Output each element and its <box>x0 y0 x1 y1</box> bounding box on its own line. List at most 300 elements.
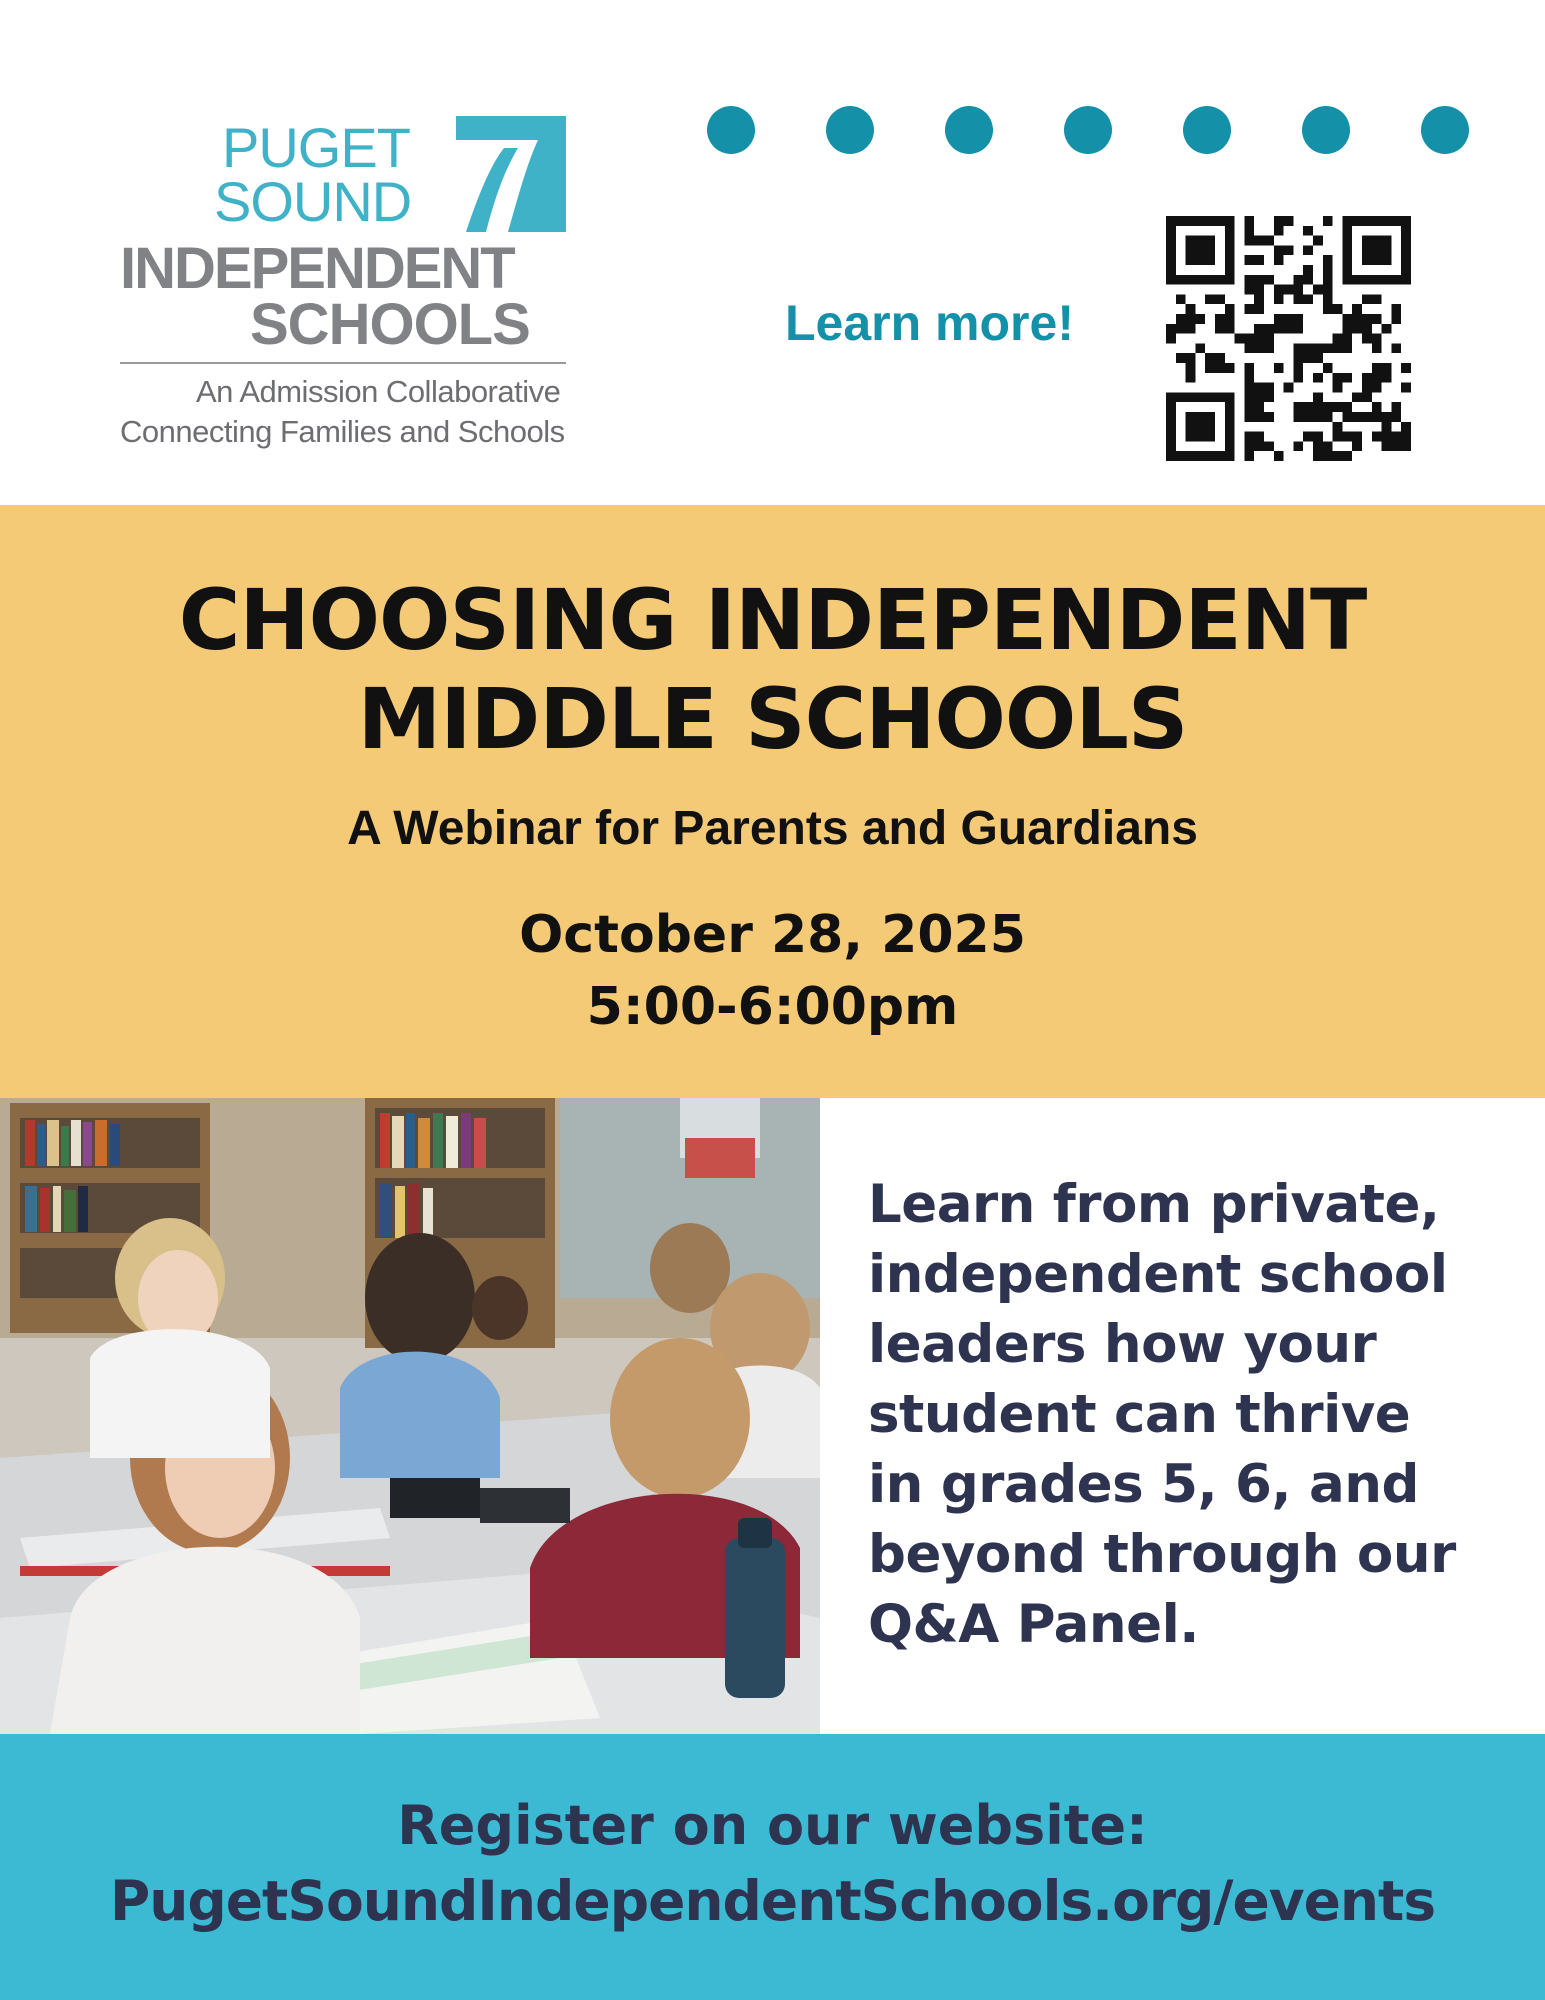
description-line: student can thrive <box>868 1384 1411 1445</box>
qr-module <box>1186 255 1196 265</box>
qr-module <box>1323 343 1333 353</box>
qr-module <box>1391 412 1401 422</box>
qr-module <box>1293 441 1303 451</box>
qr-module <box>1254 255 1264 265</box>
dot <box>707 106 755 154</box>
qr-module <box>1186 451 1196 461</box>
qr-module <box>1313 285 1323 295</box>
qr-module <box>1362 324 1372 334</box>
qr-module <box>1215 451 1225 461</box>
qr-module <box>1264 275 1274 285</box>
qr-module <box>1244 363 1254 373</box>
qr-module <box>1333 432 1343 442</box>
qr-module <box>1254 236 1264 246</box>
event-description <box>868 1170 1518 1660</box>
qr-module <box>1244 236 1254 246</box>
qr-module <box>1342 216 1352 226</box>
qr-module <box>1176 294 1186 304</box>
dot <box>1421 106 1469 154</box>
qr-module <box>1313 412 1323 422</box>
qr-module <box>1323 304 1333 314</box>
qr-module <box>1176 353 1186 363</box>
qr-module <box>1186 236 1196 246</box>
dot <box>826 106 874 154</box>
qr-module <box>1342 226 1352 236</box>
qr-module <box>1401 265 1411 275</box>
qr-module <box>1166 324 1176 334</box>
qr-module <box>1293 402 1303 412</box>
qr-module <box>1333 402 1343 412</box>
qr-module <box>1244 343 1254 353</box>
qr-module <box>1166 451 1176 461</box>
qr-module <box>1342 324 1352 334</box>
qr-module <box>1401 441 1411 451</box>
qr-module <box>1362 245 1372 255</box>
qr-module <box>1225 245 1235 255</box>
logo-line-independent: INDEPENDENT <box>120 236 514 301</box>
qr-module <box>1205 236 1215 246</box>
qr-module <box>1195 236 1205 246</box>
qr-module <box>1333 334 1343 344</box>
qr-module <box>1382 363 1392 373</box>
qr-module <box>1342 255 1352 265</box>
qr-module <box>1362 412 1372 422</box>
qr-module <box>1186 314 1196 324</box>
qr-module <box>1323 294 1333 304</box>
qr-module <box>1215 353 1225 363</box>
qr-module <box>1166 441 1176 451</box>
qr-module <box>1401 275 1411 285</box>
qr-module <box>1401 383 1411 393</box>
qr-module <box>1205 216 1215 226</box>
qr-module <box>1382 236 1392 246</box>
qr-module <box>1205 275 1215 285</box>
qr-module <box>1293 373 1303 383</box>
qr-module <box>1264 343 1274 353</box>
qr-module <box>1195 255 1205 265</box>
qr-module <box>1342 432 1352 442</box>
qr-module <box>1333 373 1343 383</box>
event-date: October 28, 2025 <box>519 905 1026 965</box>
qr-module <box>1205 294 1215 304</box>
qr-module <box>1401 432 1411 442</box>
qr-module <box>1284 383 1294 393</box>
qr-module <box>1303 265 1313 275</box>
qr-module <box>1195 422 1205 432</box>
qr-module <box>1372 294 1382 304</box>
qr-module <box>1254 334 1264 344</box>
qr-module <box>1225 216 1235 226</box>
qr-code[interactable] <box>1166 216 1411 461</box>
qr-module <box>1391 432 1401 442</box>
qr-module <box>1274 226 1284 236</box>
qr-module <box>1244 334 1254 344</box>
qr-module <box>1303 294 1313 304</box>
qr-module <box>1401 236 1411 246</box>
qr-module <box>1333 451 1343 461</box>
qr-module <box>1372 255 1382 265</box>
qr-module <box>1254 343 1264 353</box>
qr-module <box>1166 422 1176 432</box>
qr-module <box>1293 363 1303 373</box>
qr-module <box>1303 432 1313 442</box>
qr-module <box>1176 216 1186 226</box>
qr-module <box>1293 412 1303 422</box>
qr-module <box>1225 236 1235 246</box>
qr-module <box>1225 392 1235 402</box>
qr-module <box>1401 245 1411 255</box>
qr-module <box>1254 324 1264 334</box>
qr-module <box>1225 304 1235 314</box>
qr-module <box>1215 216 1225 226</box>
qr-module <box>1235 334 1245 344</box>
qr-module <box>1254 304 1264 314</box>
qr-module <box>1176 314 1186 324</box>
qr-module <box>1186 432 1196 442</box>
qr-module <box>1313 343 1323 353</box>
qr-module <box>1244 373 1254 383</box>
qr-module <box>1391 304 1401 314</box>
qr-module <box>1372 343 1382 353</box>
qr-module <box>1244 392 1254 402</box>
header <box>0 0 1545 505</box>
qr-module <box>1264 324 1274 334</box>
description-line: independent school <box>868 1244 1448 1305</box>
qr-module <box>1225 441 1235 451</box>
qr-module <box>1244 383 1254 393</box>
qr-module <box>1215 275 1225 285</box>
qr-module <box>1342 265 1352 275</box>
registration-footer <box>0 1734 1545 2000</box>
dot <box>1064 106 1112 154</box>
qr-module <box>1382 255 1392 265</box>
qr-module <box>1225 226 1235 236</box>
qr-module <box>1166 216 1176 226</box>
qr-module <box>1401 216 1411 226</box>
qr-module <box>1293 285 1303 295</box>
qr-module <box>1244 402 1254 412</box>
qr-module <box>1372 314 1382 324</box>
qr-module <box>1303 226 1313 236</box>
qr-module <box>1176 324 1186 334</box>
qr-module <box>1176 275 1186 285</box>
qr-module <box>1264 412 1274 422</box>
qr-module <box>1274 451 1284 461</box>
qr-module <box>1352 314 1362 324</box>
qr-module <box>1166 265 1176 275</box>
qr-module <box>1323 451 1333 461</box>
qr-module <box>1244 441 1254 451</box>
logo-line-puget: PUGET <box>222 116 410 179</box>
qr-module <box>1382 373 1392 383</box>
decorative-dots <box>707 106 1472 154</box>
description-line: in grades 5, 6, and <box>868 1454 1419 1515</box>
qr-module <box>1274 245 1284 255</box>
qr-module <box>1303 353 1313 363</box>
qr-module <box>1195 275 1205 285</box>
qr-module <box>1274 314 1284 324</box>
qr-module <box>1391 441 1401 451</box>
qr-module <box>1254 412 1264 422</box>
qr-module <box>1186 422 1196 432</box>
qr-module <box>1254 441 1264 451</box>
qr-module <box>1362 383 1372 393</box>
logo-divider <box>120 362 566 364</box>
register-label: Register on our website: <box>397 1794 1148 1857</box>
qr-module <box>1401 363 1411 373</box>
classroom-photo <box>0 1098 820 1734</box>
qr-module <box>1352 392 1362 402</box>
qr-module <box>1352 216 1362 226</box>
qr-module <box>1244 285 1254 295</box>
qr-module <box>1323 363 1333 373</box>
qr-module <box>1254 392 1264 402</box>
qr-module <box>1362 255 1372 265</box>
qr-module <box>1342 275 1352 285</box>
qr-module <box>1293 294 1303 304</box>
qr-module <box>1372 412 1382 422</box>
qr-module <box>1323 255 1333 265</box>
qr-module <box>1391 275 1401 285</box>
qr-module <box>1264 334 1274 344</box>
qr-module <box>1313 353 1323 363</box>
qr-module <box>1352 412 1362 422</box>
qr-module <box>1166 402 1176 412</box>
dot <box>1183 106 1231 154</box>
qr-module <box>1382 216 1392 226</box>
qr-module <box>1342 236 1352 246</box>
qr-module <box>1372 373 1382 383</box>
qr-module <box>1195 451 1205 461</box>
qr-module <box>1186 275 1196 285</box>
qr-module <box>1195 432 1205 442</box>
qr-module <box>1401 255 1411 265</box>
qr-module <box>1225 422 1235 432</box>
qr-module <box>1313 392 1323 402</box>
qr-module <box>1372 402 1382 412</box>
qr-module <box>1264 392 1274 402</box>
qr-module <box>1186 373 1196 383</box>
qr-module <box>1195 392 1205 402</box>
qr-module <box>1333 304 1343 314</box>
qr-module <box>1215 324 1225 334</box>
qr-module <box>1225 402 1235 412</box>
qr-module <box>1244 432 1254 442</box>
qr-module <box>1205 255 1215 265</box>
qr-module <box>1166 275 1176 285</box>
qr-module <box>1293 343 1303 353</box>
qr-module <box>1244 412 1254 422</box>
qr-module <box>1225 314 1235 324</box>
qr-module <box>1225 275 1235 285</box>
qr-module <box>1391 402 1401 412</box>
qr-module <box>1382 422 1392 432</box>
qr-module <box>1293 353 1303 363</box>
qr-module <box>1372 245 1382 255</box>
qr-module <box>1254 402 1264 412</box>
qr-module <box>1303 275 1313 285</box>
qr-module <box>1284 285 1294 295</box>
qr-module <box>1205 412 1215 422</box>
qr-module <box>1323 216 1333 226</box>
qr-module <box>1195 314 1205 324</box>
qr-module <box>1225 451 1235 461</box>
qr-module <box>1254 432 1264 442</box>
qr-module <box>1264 441 1274 451</box>
qr-module <box>1195 343 1205 353</box>
qr-module <box>1166 236 1176 246</box>
logo-tagline-2: Connecting Families and Schools <box>120 414 565 449</box>
qr-module <box>1362 373 1372 383</box>
description-line: leaders how your <box>868 1314 1377 1375</box>
qr-module <box>1313 373 1323 383</box>
qr-module <box>1186 324 1196 334</box>
qr-module <box>1274 285 1284 295</box>
qr-module <box>1372 363 1382 373</box>
qr-module <box>1284 314 1294 324</box>
qr-module <box>1362 275 1372 285</box>
qr-module <box>1293 324 1303 334</box>
qr-module <box>1323 275 1333 285</box>
qr-module <box>1323 441 1333 451</box>
qr-module <box>1303 245 1313 255</box>
qr-module <box>1186 245 1196 255</box>
qr-module <box>1323 265 1333 275</box>
qr-module <box>1244 304 1254 314</box>
qr-module <box>1205 451 1215 461</box>
qr-module <box>1274 216 1284 226</box>
qr-module <box>1342 314 1352 324</box>
qr-module <box>1342 412 1352 422</box>
qr-module <box>1186 304 1196 314</box>
qr-module <box>1333 422 1343 432</box>
qr-module <box>1362 334 1372 344</box>
qr-module <box>1372 236 1382 246</box>
qr-module <box>1166 245 1176 255</box>
qr-module <box>1166 392 1176 402</box>
qr-module <box>1176 392 1186 402</box>
qr-module <box>1323 285 1333 295</box>
qr-module <box>1342 451 1352 461</box>
qr-module <box>1225 255 1235 265</box>
qr-module <box>1264 383 1274 393</box>
qr-module <box>1333 343 1343 353</box>
qr-module <box>1186 412 1196 422</box>
qr-module <box>1274 363 1284 373</box>
qr-module <box>1372 216 1382 226</box>
description-line: Learn from private, <box>868 1174 1440 1235</box>
qr-module <box>1362 392 1372 402</box>
qr-module <box>1391 314 1401 324</box>
event-subtitle: A Webinar for Parents and Guardians <box>347 802 1198 855</box>
event-banner <box>0 505 1545 1098</box>
qr-module <box>1313 236 1323 246</box>
qr-module <box>1186 363 1196 373</box>
qr-module <box>1166 226 1176 236</box>
qr-module <box>1195 412 1205 422</box>
qr-module <box>1313 432 1323 442</box>
qr-module <box>1372 334 1382 344</box>
qr-module <box>1215 294 1225 304</box>
qr-module <box>1254 285 1264 295</box>
qr-module <box>1391 343 1401 353</box>
qr-module <box>1372 383 1382 393</box>
qr-module <box>1274 255 1284 265</box>
qr-module <box>1244 255 1254 265</box>
qr-module <box>1401 422 1411 432</box>
qr-module <box>1323 402 1333 412</box>
qr-module <box>1342 245 1352 255</box>
qr-module <box>1293 275 1303 285</box>
qr-module <box>1215 363 1225 373</box>
qr-module <box>1352 432 1362 442</box>
qr-module <box>1215 314 1225 324</box>
qr-module <box>1352 304 1362 314</box>
qr-module <box>1342 334 1352 344</box>
qr-module <box>1372 275 1382 285</box>
qr-module <box>1244 216 1254 226</box>
qr-module <box>1313 402 1323 412</box>
qr-module <box>1205 432 1215 442</box>
logo-line-sound: SOUND <box>214 170 412 233</box>
qr-module <box>1186 353 1196 363</box>
qr-module <box>1303 402 1313 412</box>
qr-module <box>1333 383 1343 393</box>
qr-module <box>1264 236 1274 246</box>
qr-module <box>1225 412 1235 422</box>
qr-module <box>1342 343 1352 353</box>
qr-module <box>1205 245 1215 255</box>
qr-module <box>1303 343 1313 353</box>
qr-module <box>1362 236 1372 246</box>
qr-module <box>1382 275 1392 285</box>
qr-module <box>1254 294 1264 304</box>
qr-module <box>1205 353 1215 363</box>
qr-module <box>1176 451 1186 461</box>
logo-tagline-1: An Admission Collaborative <box>196 374 561 409</box>
qr-module <box>1215 392 1225 402</box>
qr-module <box>1382 432 1392 442</box>
qr-module <box>1362 294 1372 304</box>
qr-module <box>1382 324 1392 334</box>
qr-module <box>1274 294 1284 304</box>
qr-module <box>1342 402 1352 412</box>
event-title-line-2: MIDDLE SCHOOLS <box>357 670 1188 768</box>
description-line: Q&A Panel. <box>868 1594 1199 1655</box>
register-url-link[interactable]: PugetSoundIndependentSchools.org/events <box>109 1869 1436 1933</box>
logo-mark-icon <box>456 116 566 232</box>
dot <box>1302 106 1350 154</box>
qr-module <box>1382 412 1392 422</box>
event-title-line-1: CHOOSING INDEPENDENT <box>178 571 1367 669</box>
qr-module <box>1244 226 1254 236</box>
qr-module <box>1293 314 1303 324</box>
qr-module <box>1195 216 1205 226</box>
learn-more-label: Learn more! <box>785 295 1074 351</box>
qr-module <box>1323 412 1333 422</box>
qr-module <box>1342 373 1352 383</box>
event-time: 5:00-6:00pm <box>586 977 959 1037</box>
qr-module <box>1391 216 1401 226</box>
qr-module <box>1195 245 1205 255</box>
qr-module <box>1284 324 1294 334</box>
qr-module <box>1254 383 1264 393</box>
qr-module <box>1362 314 1372 324</box>
qr-module <box>1401 226 1411 236</box>
qr-module <box>1166 255 1176 265</box>
qr-module <box>1352 441 1362 451</box>
qr-module <box>1205 392 1215 402</box>
